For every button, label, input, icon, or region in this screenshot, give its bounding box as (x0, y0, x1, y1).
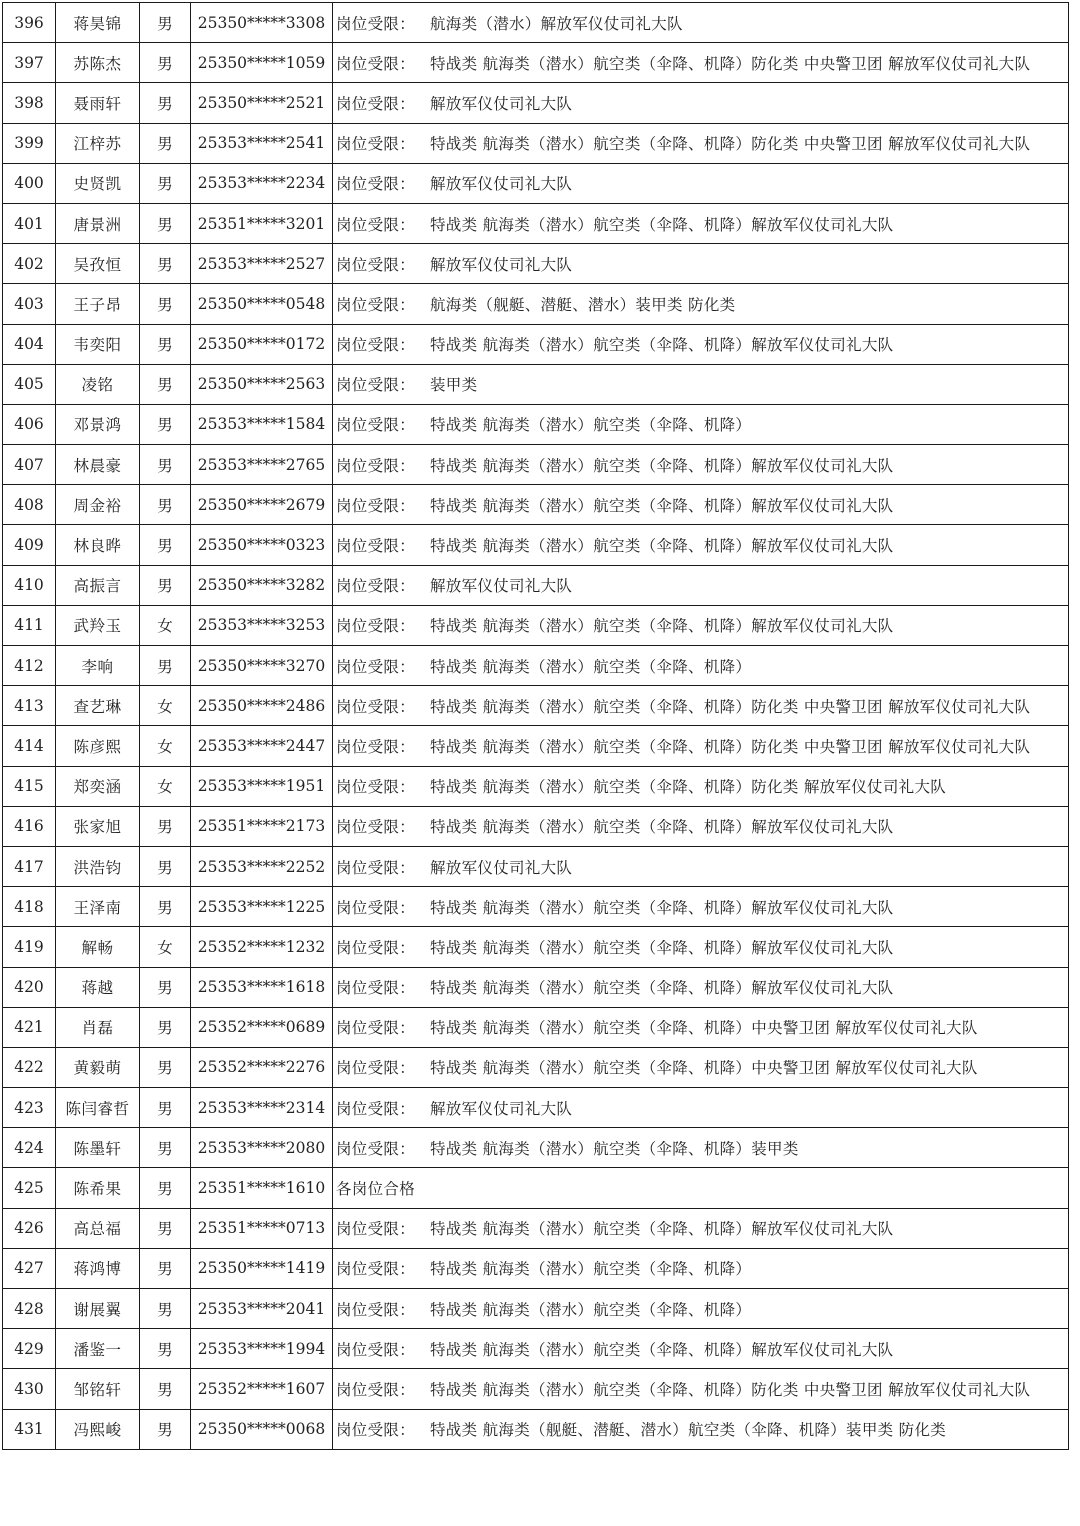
table-row (3, 485, 1069, 525)
table-row (3, 605, 1069, 645)
restriction-prefix: 岗位受限： (336, 336, 416, 355)
name-cell: 黄毅萌 (56, 1047, 140, 1087)
restriction-prefix: 岗位受限： (336, 14, 416, 33)
id-number-cell: 25353*****1618 (191, 967, 333, 1007)
restriction-detail: 特战类 航海类（潜水）航空类（伞降、机降）防化类 中央警卫团 解放军仪仗司礼大队 (430, 737, 1031, 756)
row-number-cell: 397 (3, 43, 56, 83)
table-row (3, 686, 1069, 726)
row-number-cell: 408 (3, 485, 56, 525)
name-cell: 高振言 (56, 565, 140, 605)
restriction-prefix: 岗位受限： (336, 1260, 416, 1279)
name-cell: 江梓苏 (56, 123, 140, 163)
gender-cell: 男 (140, 485, 191, 525)
id-number-cell: 25350*****0323 (191, 525, 333, 565)
restriction-prefix: 岗位受限： (336, 416, 416, 435)
restriction-prefix: 岗位受限： (336, 1139, 416, 1158)
table-row (3, 726, 1069, 766)
restriction-cell (333, 766, 1069, 806)
restriction-cell (333, 485, 1069, 525)
name-cell: 谢展翼 (56, 1289, 140, 1329)
restriction-detail: 特战类 航海类（潜水）航空类（伞降、机降）解放军仪仗司礼大队 (430, 336, 894, 355)
restriction-cell (333, 1248, 1069, 1288)
restriction-cell (333, 3, 1069, 43)
table-row (3, 806, 1069, 846)
gender-cell: 男 (140, 646, 191, 686)
id-number-cell: 25350*****2486 (191, 686, 333, 726)
restriction-detail: 航海类（潜水）解放军仪仗司礼大队 (430, 14, 683, 33)
id-number-cell: 25352*****2276 (191, 1047, 333, 1087)
restriction-cell (333, 1409, 1069, 1449)
gender-cell: 男 (140, 364, 191, 404)
gender-cell: 男 (140, 967, 191, 1007)
name-cell: 周金裕 (56, 485, 140, 525)
row-number-cell: 420 (3, 967, 56, 1007)
row-number-cell: 427 (3, 1248, 56, 1288)
row-number-cell: 410 (3, 565, 56, 605)
row-number-cell: 426 (3, 1208, 56, 1248)
row-number-cell: 425 (3, 1168, 56, 1208)
name-cell: 高总福 (56, 1208, 140, 1248)
row-number-cell: 428 (3, 1289, 56, 1329)
restriction-detail: 各岗位合格 (336, 1180, 416, 1199)
name-cell: 史贤凯 (56, 163, 140, 203)
id-number-cell: 25350*****2521 (191, 83, 333, 123)
row-number-cell: 398 (3, 83, 56, 123)
restriction-cell (333, 967, 1069, 1007)
name-cell: 张家旭 (56, 806, 140, 846)
restriction-prefix: 岗位受限： (336, 1380, 416, 1399)
restriction-cell (333, 364, 1069, 404)
restriction-prefix: 岗位受限： (336, 1340, 416, 1359)
row-number-cell: 417 (3, 846, 56, 886)
name-cell: 苏陈杰 (56, 43, 140, 83)
table-row (3, 3, 1069, 43)
gender-cell: 女 (140, 605, 191, 645)
restriction-detail: 特战类 航海类（潜水）航空类（伞降、机降）解放军仪仗司礼大队 (430, 496, 894, 515)
gender-cell: 男 (140, 887, 191, 927)
restriction-prefix: 岗位受限： (336, 255, 416, 274)
restriction-cell (333, 83, 1069, 123)
table-row (3, 244, 1069, 284)
restriction-detail: 解放军仪仗司礼大队 (430, 858, 573, 877)
restriction-detail: 特战类 航海类（潜水）航空类（伞降、机降）解放军仪仗司礼大队 (430, 537, 894, 556)
restriction-prefix: 岗位受限： (336, 215, 416, 234)
restriction-prefix: 岗位受限： (336, 1220, 416, 1239)
name-cell: 蒋越 (56, 967, 140, 1007)
restriction-cell (333, 404, 1069, 444)
id-number-cell: 25353*****2041 (191, 1289, 333, 1329)
id-number-cell: 25353*****2527 (191, 244, 333, 284)
name-cell: 林良晔 (56, 525, 140, 565)
name-cell: 冯熙峻 (56, 1409, 140, 1449)
restriction-cell (333, 123, 1069, 163)
restriction-detail: 装甲类 (430, 376, 478, 395)
name-cell: 吴孜恒 (56, 244, 140, 284)
restriction-prefix: 岗位受限： (336, 1099, 416, 1118)
restriction-detail: 解放军仪仗司礼大队 (430, 94, 573, 113)
restriction-detail: 航海类（舰艇、潜艇、潜水）装甲类 防化类 (430, 295, 736, 314)
id-number-cell: 25351*****3201 (191, 203, 333, 243)
restriction-detail: 特战类 航海类（潜水）航空类（伞降、机降）解放军仪仗司礼大队 (430, 818, 894, 837)
restriction-prefix: 岗位受限： (336, 938, 416, 957)
id-number-cell: 25353*****1994 (191, 1329, 333, 1369)
restriction-detail: 特战类 航海类（潜水）航空类（伞降、机降）解放军仪仗司礼大队 (430, 898, 894, 917)
id-number-cell: 25351*****2173 (191, 806, 333, 846)
restriction-prefix: 岗位受限： (336, 295, 416, 314)
row-number-cell: 407 (3, 445, 56, 485)
restriction-cell (333, 887, 1069, 927)
restriction-prefix: 岗位受限： (336, 54, 416, 73)
restriction-detail: 特战类 航海类（潜水）航空类（伞降、机降）防化类 中央警卫团 解放军仪仗司礼大队 (430, 54, 1031, 73)
restriction-detail: 特战类 航海类（潜水）航空类（伞降、机降）装甲类 (430, 1139, 799, 1158)
row-number-cell: 422 (3, 1047, 56, 1087)
row-number-cell: 430 (3, 1369, 56, 1409)
restriction-cell (333, 806, 1069, 846)
gender-cell: 男 (140, 806, 191, 846)
restriction-detail: 特战类 航海类（潜水）航空类（伞降、机降）解放军仪仗司礼大队 (430, 215, 894, 234)
row-number-cell: 400 (3, 163, 56, 203)
row-number-cell: 415 (3, 766, 56, 806)
table-row (3, 123, 1069, 163)
gender-cell: 女 (140, 766, 191, 806)
restriction-prefix: 岗位受限： (336, 94, 416, 113)
id-number-cell: 25353*****2252 (191, 846, 333, 886)
restriction-detail: 解放军仪仗司礼大队 (430, 175, 573, 194)
gender-cell: 男 (140, 404, 191, 444)
id-number-cell: 25350*****3308 (191, 3, 333, 43)
restriction-detail: 特战类 航海类（潜水）航空类（伞降、机降）解放军仪仗司礼大队 (430, 456, 894, 475)
name-cell: 肖磊 (56, 1007, 140, 1047)
restriction-detail: 特战类 航海类（潜水）航空类（伞降、机降）解放军仪仗司礼大队 (430, 1220, 894, 1239)
row-number-cell: 423 (3, 1088, 56, 1128)
gender-cell: 女 (140, 726, 191, 766)
restriction-cell (333, 1289, 1069, 1329)
restriction-cell (333, 1088, 1069, 1128)
gender-cell: 男 (140, 1369, 191, 1409)
table-row (3, 1289, 1069, 1329)
restriction-cell (333, 686, 1069, 726)
table-row (3, 1329, 1069, 1369)
table-row (3, 163, 1069, 203)
gender-cell: 男 (140, 3, 191, 43)
table-row (3, 927, 1069, 967)
row-number-cell: 411 (3, 605, 56, 645)
restriction-cell (333, 1329, 1069, 1369)
restriction-cell (333, 1369, 1069, 1409)
gender-cell: 男 (140, 203, 191, 243)
id-number-cell: 25353*****1225 (191, 887, 333, 927)
gender-cell: 男 (140, 846, 191, 886)
id-number-cell: 25353*****3253 (191, 605, 333, 645)
restriction-detail: 特战类 航海类（潜水）航空类（伞降、机降）中央警卫团 解放军仪仗司礼大队 (430, 1019, 978, 1038)
restriction-cell (333, 1047, 1069, 1087)
id-number-cell: 25350*****0068 (191, 1409, 333, 1449)
id-number-cell: 25350*****2679 (191, 485, 333, 525)
name-cell: 林晨豪 (56, 445, 140, 485)
gender-cell: 男 (140, 244, 191, 284)
results-table (2, 2, 1069, 1450)
id-number-cell: 25353*****2541 (191, 123, 333, 163)
name-cell: 凌铭 (56, 364, 140, 404)
gender-cell: 女 (140, 927, 191, 967)
restriction-detail: 特战类 航海类（潜水）航空类（伞降、机降） (430, 657, 752, 676)
id-number-cell: 25353*****2314 (191, 1088, 333, 1128)
name-cell: 王子昂 (56, 284, 140, 324)
row-number-cell: 418 (3, 887, 56, 927)
gender-cell: 男 (140, 1007, 191, 1047)
gender-cell: 男 (140, 1409, 191, 1449)
table-row (3, 525, 1069, 565)
restriction-prefix: 岗位受限： (336, 1019, 416, 1038)
table-row (3, 766, 1069, 806)
table-body (3, 3, 1069, 1450)
table-row (3, 646, 1069, 686)
gender-cell: 男 (140, 565, 191, 605)
gender-cell: 男 (140, 525, 191, 565)
row-number-cell: 431 (3, 1409, 56, 1449)
id-number-cell: 25351*****0713 (191, 1208, 333, 1248)
restriction-cell (333, 43, 1069, 83)
restriction-cell (333, 927, 1069, 967)
name-cell: 陈彦熙 (56, 726, 140, 766)
table-row (3, 1088, 1069, 1128)
row-number-cell: 403 (3, 284, 56, 324)
name-cell: 蒋昊锦 (56, 3, 140, 43)
row-number-cell: 399 (3, 123, 56, 163)
name-cell: 洪浩钧 (56, 846, 140, 886)
restriction-prefix: 岗位受限： (336, 537, 416, 556)
row-number-cell: 429 (3, 1329, 56, 1369)
table-row (3, 284, 1069, 324)
name-cell: 李响 (56, 646, 140, 686)
gender-cell: 男 (140, 123, 191, 163)
table-row (3, 1007, 1069, 1047)
table-row (3, 887, 1069, 927)
table-row (3, 1369, 1069, 1409)
row-number-cell: 409 (3, 525, 56, 565)
restriction-cell (333, 163, 1069, 203)
restriction-detail: 解放军仪仗司礼大队 (430, 1099, 573, 1118)
restriction-detail: 特战类 航海类（潜水）航空类（伞降、机降）解放军仪仗司礼大队 (430, 617, 894, 636)
name-cell: 韦奕阳 (56, 324, 140, 364)
restriction-prefix: 岗位受限： (336, 376, 416, 395)
gender-cell: 男 (140, 1248, 191, 1288)
restriction-prefix: 岗位受限： (336, 898, 416, 917)
row-number-cell: 414 (3, 726, 56, 766)
row-number-cell: 404 (3, 324, 56, 364)
table-row (3, 1248, 1069, 1288)
id-number-cell: 25353*****1584 (191, 404, 333, 444)
restriction-cell (333, 284, 1069, 324)
restriction-cell (333, 1208, 1069, 1248)
table-row (3, 43, 1069, 83)
table-row (3, 364, 1069, 404)
restriction-cell (333, 646, 1069, 686)
row-number-cell: 412 (3, 646, 56, 686)
restriction-cell (333, 525, 1069, 565)
restriction-prefix: 岗位受限： (336, 496, 416, 515)
restriction-detail: 特战类 航海类（潜水）航空类（伞降、机降）解放军仪仗司礼大队 (430, 979, 894, 998)
restriction-prefix: 岗位受限： (336, 135, 416, 154)
id-number-cell: 25350*****0172 (191, 324, 333, 364)
row-number-cell: 396 (3, 3, 56, 43)
gender-cell: 男 (140, 83, 191, 123)
name-cell: 聂雨轩 (56, 83, 140, 123)
gender-cell: 男 (140, 1208, 191, 1248)
restriction-detail: 特战类 航海类（潜水）航空类（伞降、机降）防化类 中央警卫团 解放军仪仗司礼大队 (430, 135, 1031, 154)
row-number-cell: 402 (3, 244, 56, 284)
name-cell: 解畅 (56, 927, 140, 967)
restriction-prefix: 岗位受限： (336, 858, 416, 877)
restriction-prefix: 岗位受限： (336, 617, 416, 636)
table-row (3, 1168, 1069, 1208)
name-cell: 唐景洲 (56, 203, 140, 243)
name-cell: 郑奕涵 (56, 766, 140, 806)
restriction-detail: 特战类 航海类（潜水）航空类（伞降、机降）解放军仪仗司礼大队 (430, 938, 894, 957)
gender-cell: 男 (140, 1088, 191, 1128)
id-number-cell: 25353*****1951 (191, 766, 333, 806)
name-cell: 王泽南 (56, 887, 140, 927)
row-number-cell: 413 (3, 686, 56, 726)
name-cell: 邓景鸿 (56, 404, 140, 444)
restriction-detail: 特战类 航海类（潜水）航空类（伞降、机降）防化类 中央警卫团 解放军仪仗司礼大队 (430, 1380, 1031, 1399)
restriction-prefix: 岗位受限： (336, 657, 416, 676)
restriction-cell (333, 565, 1069, 605)
row-number-cell: 416 (3, 806, 56, 846)
gender-cell: 男 (140, 1047, 191, 1087)
gender-cell: 男 (140, 1168, 191, 1208)
restriction-cell (333, 244, 1069, 284)
gender-cell: 男 (140, 1128, 191, 1168)
id-number-cell: 25353*****2765 (191, 445, 333, 485)
name-cell: 陈墨轩 (56, 1128, 140, 1168)
id-number-cell: 25352*****1607 (191, 1369, 333, 1409)
gender-cell: 男 (140, 284, 191, 324)
restriction-prefix: 岗位受限： (336, 1421, 416, 1440)
table-row (3, 445, 1069, 485)
row-number-cell: 419 (3, 927, 56, 967)
gender-cell: 男 (140, 324, 191, 364)
restriction-cell (333, 324, 1069, 364)
restriction-cell (333, 1168, 1069, 1208)
restriction-cell (333, 1128, 1069, 1168)
id-number-cell: 25350*****3282 (191, 565, 333, 605)
id-number-cell: 25351*****1610 (191, 1168, 333, 1208)
table-row (3, 967, 1069, 1007)
row-number-cell: 406 (3, 404, 56, 444)
restriction-cell (333, 445, 1069, 485)
restriction-detail: 解放军仪仗司礼大队 (430, 577, 573, 596)
table-row (3, 1047, 1069, 1087)
restriction-detail: 特战类 航海类（潜水）航空类（伞降、机降）防化类 解放军仪仗司礼大队 (430, 778, 947, 797)
table-row (3, 846, 1069, 886)
restriction-prefix: 岗位受限： (336, 1059, 416, 1078)
id-number-cell: 25353*****2080 (191, 1128, 333, 1168)
restriction-prefix: 岗位受限： (336, 778, 416, 797)
restriction-prefix: 岗位受限： (336, 737, 416, 756)
row-number-cell: 424 (3, 1128, 56, 1168)
restriction-detail: 特战类 航海类（潜水）航空类（伞降、机降） (430, 1300, 752, 1319)
gender-cell: 男 (140, 1329, 191, 1369)
restriction-detail: 特战类 航海类（潜水）航空类（伞降、机降）解放军仪仗司礼大队 (430, 1340, 894, 1359)
restriction-cell (333, 846, 1069, 886)
restriction-prefix: 岗位受限： (336, 1300, 416, 1319)
restriction-detail: 特战类 航海类（潜水）航空类（伞降、机降） (430, 1260, 752, 1279)
restriction-cell (333, 605, 1069, 645)
table-row (3, 1409, 1069, 1449)
gender-cell: 男 (140, 445, 191, 485)
table-row (3, 1208, 1069, 1248)
gender-cell: 男 (140, 1289, 191, 1329)
row-number-cell: 401 (3, 203, 56, 243)
id-number-cell: 25352*****0689 (191, 1007, 333, 1047)
table-row (3, 324, 1069, 364)
id-number-cell: 25350*****3270 (191, 646, 333, 686)
restriction-prefix: 岗位受限： (336, 979, 416, 998)
restriction-prefix: 岗位受限： (336, 456, 416, 475)
gender-cell: 女 (140, 686, 191, 726)
restriction-prefix: 岗位受限： (336, 818, 416, 837)
name-cell: 潘鉴一 (56, 1329, 140, 1369)
name-cell: 陈希果 (56, 1168, 140, 1208)
restriction-detail: 特战类 航海类（潜水）航空类（伞降、机降）防化类 中央警卫团 解放军仪仗司礼大队 (430, 697, 1031, 716)
restriction-detail: 特战类 航海类（潜水）航空类（伞降、机降）中央警卫团 解放军仪仗司礼大队 (430, 1059, 978, 1078)
restriction-detail: 特战类 航海类（舰艇、潜艇、潜水）航空类（伞降、机降）装甲类 防化类 (430, 1421, 947, 1440)
table-row (3, 565, 1069, 605)
id-number-cell: 25352*****1232 (191, 927, 333, 967)
row-number-cell: 405 (3, 364, 56, 404)
id-number-cell: 25353*****2234 (191, 163, 333, 203)
restriction-prefix: 岗位受限： (336, 697, 416, 716)
table-row (3, 1128, 1069, 1168)
row-number-cell: 421 (3, 1007, 56, 1047)
id-number-cell: 25353*****2447 (191, 726, 333, 766)
id-number-cell: 25350*****0548 (191, 284, 333, 324)
id-number-cell: 25350*****2563 (191, 364, 333, 404)
name-cell: 陈闫睿哲 (56, 1088, 140, 1128)
id-number-cell: 25350*****1419 (191, 1248, 333, 1288)
restriction-detail: 解放军仪仗司礼大队 (430, 255, 573, 274)
name-cell: 邹铭轩 (56, 1369, 140, 1409)
id-number-cell: 25350*****1059 (191, 43, 333, 83)
name-cell: 蒋鸿博 (56, 1248, 140, 1288)
restriction-prefix: 岗位受限： (336, 175, 416, 194)
table-row (3, 83, 1069, 123)
name-cell: 查艺琳 (56, 686, 140, 726)
table-row (3, 404, 1069, 444)
restriction-prefix: 岗位受限： (336, 577, 416, 596)
restriction-cell (333, 1007, 1069, 1047)
restriction-detail: 特战类 航海类（潜水）航空类（伞降、机降） (430, 416, 752, 435)
restriction-cell (333, 726, 1069, 766)
gender-cell: 男 (140, 43, 191, 83)
name-cell: 武羚玉 (56, 605, 140, 645)
gender-cell: 男 (140, 163, 191, 203)
restriction-cell (333, 203, 1069, 243)
table-row (3, 203, 1069, 243)
